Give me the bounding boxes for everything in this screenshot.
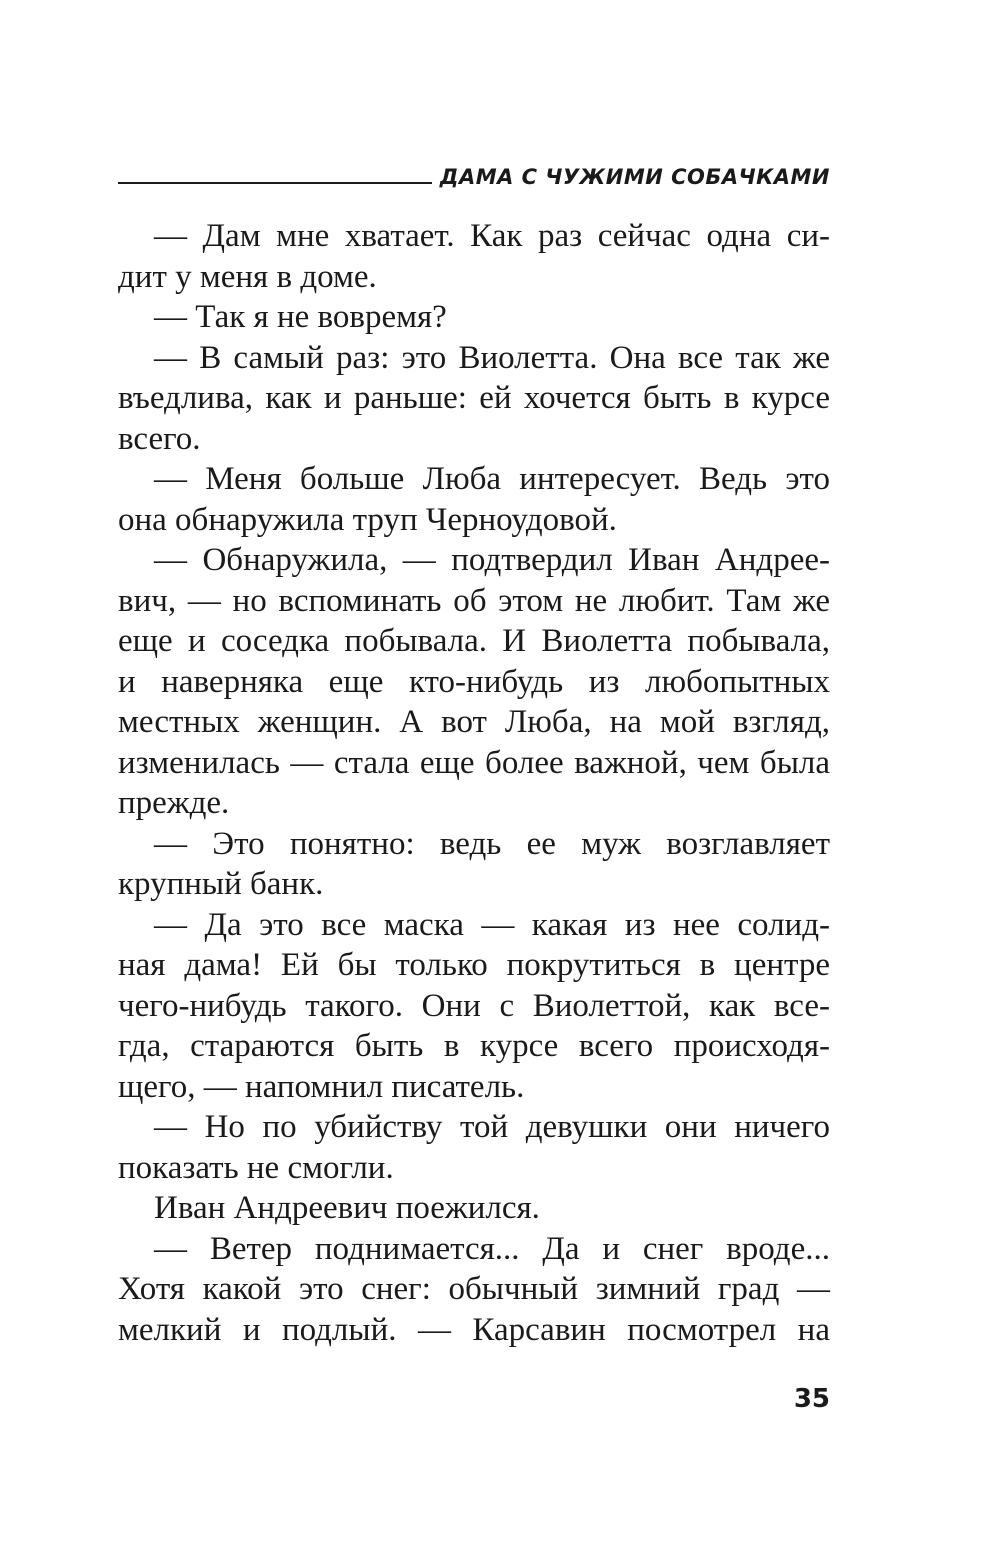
text-line: изменилась — стала еще более важной, чем была xyxy=(118,744,830,781)
text-line: всего. xyxy=(118,420,201,457)
text-line: показать не смогли. xyxy=(118,1149,394,1186)
text-line: — Да это все маска — какая из нее солид- xyxy=(154,906,830,943)
body-text xyxy=(118,216,830,1350)
text-line: — В самый раз: это Виолетта. Она все так же xyxy=(154,339,830,376)
text-line: — Ветер поднимается... Да и снег вроде... xyxy=(154,1230,830,1267)
text-line: Иван Андреевич поежился. xyxy=(154,1190,540,1226)
text-line: вич, — но вспоминать об этом не любит. Там же xyxy=(118,582,830,619)
text-line: прежде. xyxy=(118,785,230,821)
text-line: — Но по убийству той девушки они ничего xyxy=(154,1109,830,1145)
text-line: чего-нибудь такого. Они с Виолеттой, как все- xyxy=(118,987,830,1024)
text-line: — Дам мне хватает. Как раз сейчас одна си- xyxy=(154,218,830,254)
running-title: ДАМА С ЧУЖИМИ СОБАЧКАМИ xyxy=(439,165,830,189)
text-line: крупный банк. xyxy=(118,866,324,902)
text-line: местных женщин. А вот Люба, на мой взгляд, xyxy=(118,704,830,740)
text-line: — Обнаружила, — подтвердил Иван Андрее- xyxy=(154,542,830,578)
text-line: — Так я не вовремя? xyxy=(154,299,447,335)
text-line: гда, стараются быть в курсе всего происходя- xyxy=(118,1028,830,1064)
text-line: и наверняка еще кто-нибудь из любопытных xyxy=(118,663,830,700)
text-line: Хотя какой это снег: обычный зимний град — xyxy=(118,1271,830,1307)
running-header xyxy=(118,158,830,188)
text-line: щего, — напомнил писатель. xyxy=(118,1068,525,1105)
text-line: — Меня больше Люба интересует. Ведь это xyxy=(154,461,830,497)
text-line: ная дама! Ей бы только покрутиться в центре xyxy=(118,947,830,983)
text-line: — Это понятно: ведь ее муж возглавляет xyxy=(154,825,830,862)
text-line: она обнаружила труп Черноудовой. xyxy=(118,501,617,538)
text-line: еще и соседка побывала. И Виолетта побывала, xyxy=(118,623,830,659)
page-number: 35 xyxy=(793,1384,830,1414)
header-rule xyxy=(118,182,432,184)
text-line: мелкий и подлый. — Карсавин посмотрел на xyxy=(118,1311,830,1348)
text-line: въедлива, как и раньше: ей хочется быть в курсе xyxy=(118,380,830,416)
text-line: дит у меня в доме. xyxy=(118,258,377,295)
